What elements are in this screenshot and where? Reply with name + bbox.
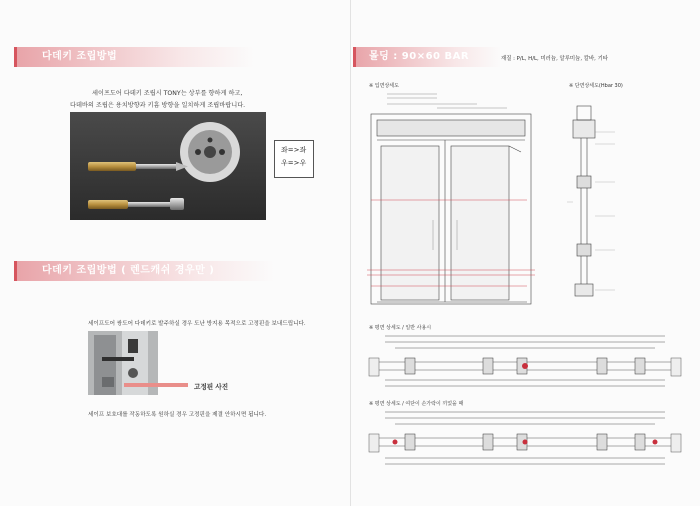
plan-detail-2 — [365, 408, 685, 470]
assembly-photo — [70, 112, 266, 220]
plan2-label: ※ 평면 상세도 / 여닫이 손가락이 끼었을 때 — [369, 401, 464, 407]
material-text: 재질 : P/L, H/L, 미러늄, 알루미늄, 칼바, 기타 — [501, 56, 609, 62]
assembly-photo-art — [70, 112, 266, 220]
plan1-label: ※ 평면 상세도 / 일반 사용시 — [369, 325, 432, 331]
section-view-label: ※ 단면상세도(Hbar 30) — [569, 83, 623, 89]
banner-accent — [14, 261, 17, 281]
section2-line2: 세이프 보호대를 작동하도록 원하실 경우 고정핀을 제결 안하시면 됩니다. — [88, 412, 267, 418]
banner-accent — [353, 47, 356, 67]
section2-line1: 세이프도어 쌍도어 다데키로 발주하실 경우 도난 방지용 목적으로 고정핀을 보내드립니다. — [88, 321, 306, 327]
direction-callout — [274, 140, 314, 178]
section2-title-banner — [14, 261, 274, 281]
front-elevation-drawing — [367, 90, 547, 314]
front-view-label: ※ 입면상세도 — [369, 83, 399, 89]
callout-left: 좌=>좌 — [281, 146, 307, 154]
banner-accent — [14, 47, 17, 67]
section-detail-drawing — [567, 92, 677, 314]
section1-line1: 세이프도어 다데키 조립시 TONY는 상부를 향하게 하고, — [92, 90, 243, 97]
section1-title: 다데키 조립방법 — [42, 51, 118, 62]
right-page — [350, 0, 700, 506]
section2-title: 다데키 조립방법 ( 렌드캐쉬 경우만 ) — [42, 265, 215, 276]
pin-photo-label: 고정핀 사진 — [194, 383, 229, 391]
right-title: 몰딩 : 90×60 BAR — [369, 51, 470, 62]
plan-detail-1 — [365, 332, 685, 392]
pin-pointer-bar — [124, 383, 188, 387]
callout-right: 우=>우 — [281, 159, 307, 167]
right-title-banner — [353, 47, 501, 67]
section1-line2: 다데바의 조립은 용치방향과 키흠 방향을 일치하게 조립바랍니다. — [70, 102, 246, 109]
section1-title-banner — [14, 47, 254, 67]
